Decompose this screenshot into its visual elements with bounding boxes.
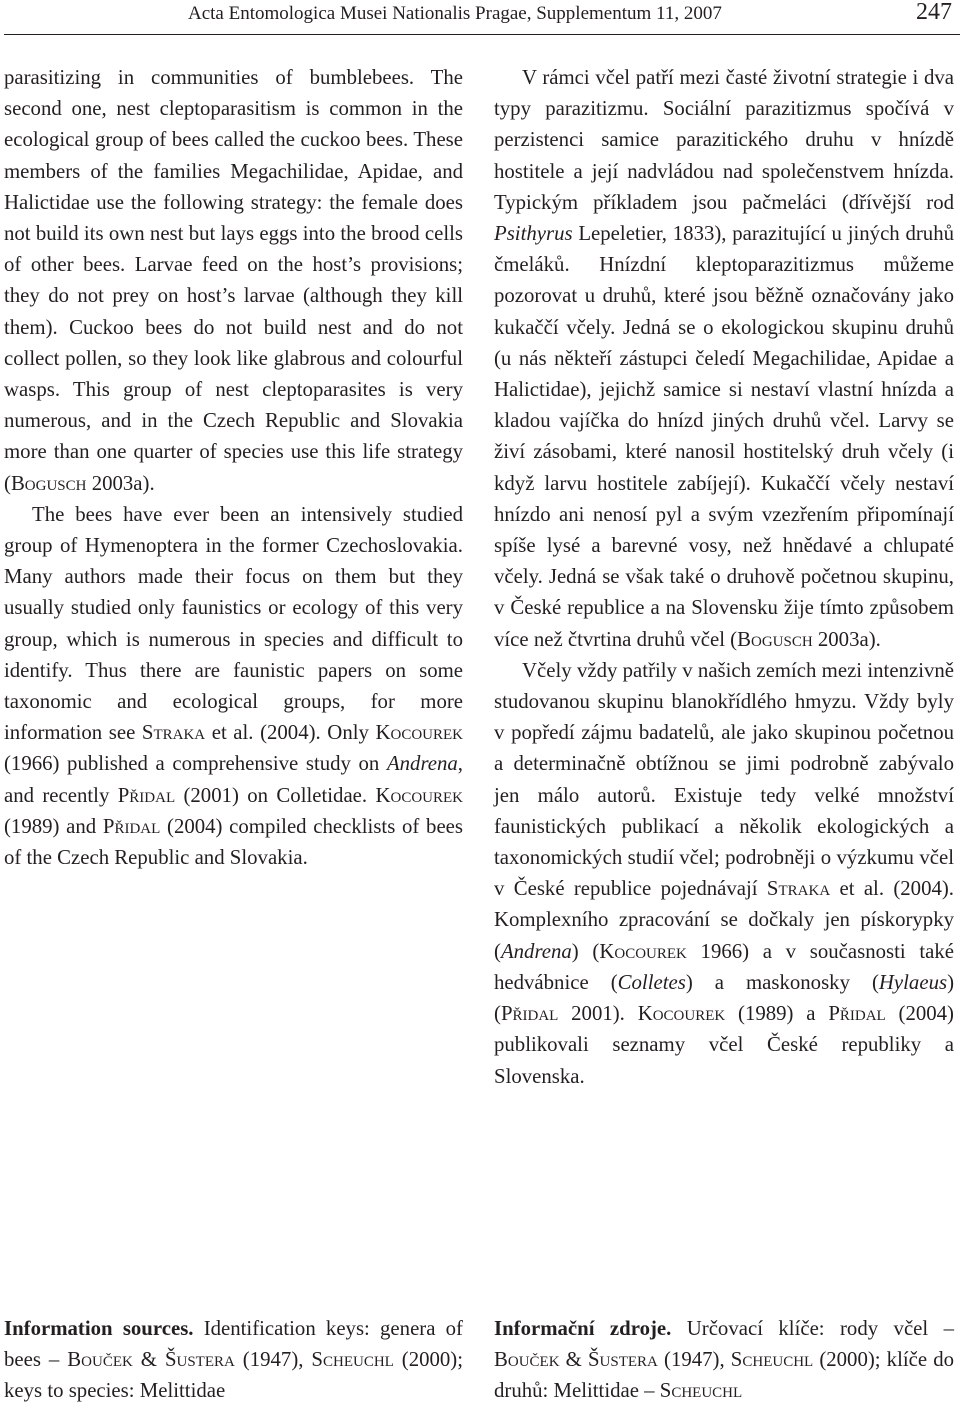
czech-paragraph-1: V rámci včel patří mezi časté životní strategie i dva typy parazitizmu. Sociální parazitizmus spočívá v perzistenci samice parazitického druhu v hnízdě hostitele a její nadvládou nad společenstvem hnízda. Typickým příkladem jsou pačmeláci (dřívější rod Psithyrus Lepeletier, 1833), parazitující u jiných druhů čmeláků. Hnízdní kleptoparazitizmus můžeme pozorovat u druhů, které jsou běžně označovány jako kukaččí včely. Jedná se o ekologickou skupinu druhů (u nás někteří zástupci čeledí Megachilidae, Apidae a Halictidae), jejichž samice si nestaví vlastní hnízda a kladou vajíčka do hnízd jiných druhů včel. Larvy se živí zásobami, které nanosil hostitelský druh včely (i když larvu hostitele zabíjejí). Kukaččí včely nestaví hnízdo ani nenosí pyl a svým vzezřením připomínají spíše lysé a barevné vosy, než hnědavé a chlupaté včely. Jedná se však také o druhově početnou skupinu, v České republice a na Slovensku žije tímto způsobem více než čtvrtina druhů včel (Bogusch 2003a). (494, 66, 954, 651)
czech-information-sources (494, 1313, 954, 1407)
english-column (4, 62, 463, 873)
header-rule (4, 34, 960, 35)
czech-paragraph-2: Včely vždy patřily v našich zemích mezi intenzivně studovanou skupinu blanokřídlého hmyzu. Vždy byly v popředí zájmu badatelů, ale jako skupinou početnou a determinačně obtížnou se jimi podrobně zabývalo jen málo autorů. Existuje tedy velké množství faunistických publikací a několik ekologických a taxonomických studií včel; podrobněji o výzkumu včel v České republice pojednávají Straka et al. (2004). Komplexního zpracování se dočkaly jen pískorypky (Andrena) (Kocourek 1966) a v současnosti také hedvábnice (Colletes) a maskonosky (Hylaeus) (Přidal 2001). Kocourek (1989) a Přidal (2004) publikovali seznamy včel České republiky a Slovenska. (494, 658, 954, 1088)
english-paragraph-1: parasitizing in communities of bumblebees. The second one, nest cleptoparasitism is common in the ecological group of bees called the cuckoo bees. These members of the families Megachilidae, Apidae, and Halictidae use the following strategy: the female does not build its own nest but lays eggs into the brood cells of other bees. Larvae feed on the host’s provisions; they do not prey on host’s larvae (although they kill them). Cuckoo bees do not build nest and do not collect pollen, so they look like glabrous and colourful wasps. This group of nest cleptoparasites is very numerous, and in the Czech Republic and Slovakia more than one quarter of species use this life strategy (Bogusch 2003a). (4, 66, 463, 495)
english-sources-heading: Information sources. (4, 1317, 194, 1340)
czech-column (494, 62, 954, 1092)
english-sources-paragraph: Information sources. Identification keys: genera of bees – Bouček & Šustera (1947), Scheuchl (2000); keys to species: Melittidae (4, 1317, 464, 1403)
journal-title: Acta Entomologica Musei Nationalis Pragae, Supplementum 11, 2007 (188, 3, 722, 24)
running-header (0, 0, 960, 46)
page-number: 247 (916, 0, 952, 25)
czech-sources-heading: Informační zdroje. (494, 1317, 672, 1340)
english-information-sources (4, 1313, 463, 1407)
czech-sources-paragraph: Informační zdroje. Určovací klíče: rody včel – Bouček & Šustera (1947), Scheuchl (2000); klíče do druhů: Melittidae – Scheuchl (494, 1317, 955, 1403)
english-paragraph-2: The bees have ever been an intensively studied group of Hymenoptera in the former Czechoslovakia. Many authors made their focus on them but they usually studied only faunistics or ecology of this very group, which is numerous in species and difficult to identify. Thus there are faunistic papers on some taxonomic and ecological groups, for more information see Straka et al. (2004). Only Kocourek (1966) published a comprehensive study on Andrena, and recently Přidal (2001) on Colletidae. Kocourek (1989) and Přidal (2004) compiled checklists of bees of the Czech Republic and Slovakia. (4, 502, 464, 870)
